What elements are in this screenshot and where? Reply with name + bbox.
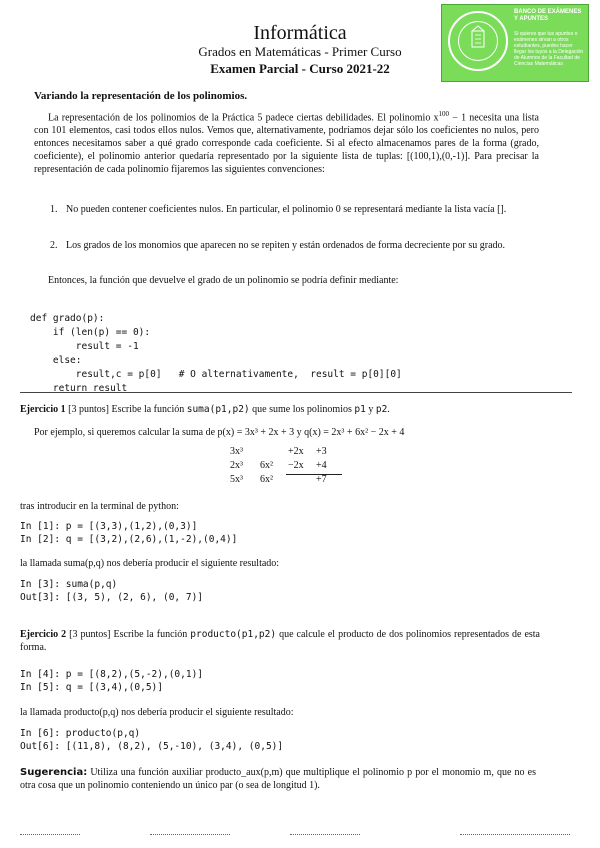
code-block-input-2	[20, 668, 203, 694]
var-p1: p1	[354, 404, 366, 415]
exercise-1-and: y	[365, 404, 376, 415]
list-item-1: No pueden contener coeficientes nulos. En particular, el polinomio 0 se representará mediante la lista vacía [].	[66, 204, 507, 215]
code-line: In [6]: producto(p,q)	[20, 728, 141, 739]
footer-mark	[150, 834, 230, 835]
footer-mark	[20, 834, 80, 835]
code-block-output-2	[20, 727, 283, 753]
code-line: result,c = p[0] # O alternativamente, result = p[0][0]	[30, 369, 402, 380]
sum-cell: +7	[316, 474, 327, 485]
code-block-grado	[30, 298, 402, 410]
exercise-2-text-b: que calcule el producto de dos polinomios representados de esta forma.	[20, 629, 540, 653]
code-block-output-1	[20, 578, 203, 604]
exam-title: Examen Parcial - Curso 2021-22	[210, 61, 390, 76]
delegation-stamp	[441, 4, 589, 82]
exercise-1-call: la llamada suma(p,q) nos debería producir el siguiente resultado:	[20, 558, 280, 569]
exercise-1-text: Escribe la función	[111, 404, 187, 415]
func-suma: suma(p1,p2)	[186, 404, 250, 415]
code-line: Out[3]: [(3, 5), (2, 6), (0, 7)]	[20, 592, 204, 603]
var-p2: p2	[375, 404, 388, 415]
code-line: if (len(p) == 0):	[30, 327, 151, 338]
sum-cell: +3	[316, 446, 327, 457]
course-subtitle: Grados en Matemáticas - Primer Curso	[198, 44, 402, 59]
list-item-2: Los grados de los monomios que aparecen no se repiten y están ordenados de forma decreciente por su grado.	[66, 240, 506, 251]
exercise-1-label: Ejercicio 1	[20, 404, 66, 415]
sum-cell: −2x	[288, 460, 304, 471]
footer-mark	[460, 834, 570, 835]
code-line: def grado(p):	[30, 313, 105, 324]
section-title: Variando la representación de los polinomios.	[34, 90, 248, 102]
exercise-1-statement	[20, 403, 560, 416]
exercise-1-dot: .	[387, 404, 390, 415]
sum-cell: 6x²	[260, 474, 273, 485]
stamp-title: BANCO DE EXÁMENES Y APUNTES	[514, 9, 582, 22]
code-line: return result	[30, 383, 128, 394]
sum-cell: 2x³	[230, 460, 243, 471]
footer-mark	[290, 834, 360, 835]
hint-label: Sugerencia:	[20, 767, 88, 778]
sum-cell: +4	[316, 460, 327, 471]
exercise-2-label: Ejercicio 2	[20, 629, 67, 640]
page-title: Informática	[253, 22, 347, 44]
code-line: Out[6]: [(11,8), (8,2), (5,-10), (3,4), (0,5)]	[20, 741, 284, 752]
exercise-2-statement	[20, 628, 540, 654]
intro-grade-sentence: Entonces, la función que devuelve el grado de un polinomio se podría definir mediante:	[48, 275, 399, 286]
sum-cell: 6x²	[260, 460, 273, 471]
exercise-1-example: Por ejemplo, si queremos calcular la suma de p(x) = 3x³ + 2x + 3 y q(x) = 2x³ + 6x² − 2x + 4	[34, 427, 405, 438]
code-line: In [2]: q = [(3,2),(2,6),(1,-2),(0,4)]	[20, 534, 238, 545]
exercise-1-after: tras introducir en la terminal de python:	[20, 501, 179, 512]
func-producto: producto(p1,p2)	[190, 629, 277, 640]
sum-cell: 5x³	[230, 474, 243, 485]
stamp-text: Si quieres que tus apuntes o exámenes sirvan a otros estudiantes, puedes hacer llegar los tuyos a la Delegación de Alumnos de la Facultad de Ciencias Matemáticas	[514, 31, 584, 67]
section-divider	[20, 392, 572, 393]
sum-table	[230, 446, 350, 488]
code-block-input-1	[20, 520, 237, 546]
intro-exponent: 100	[438, 110, 450, 118]
list-number-2: 2.	[50, 240, 58, 251]
exercise-2-call: la llamada producto(p,q) nos debería producir el siguiente resultado:	[20, 707, 294, 718]
exercise-2-text: Escribe la función	[113, 629, 191, 640]
hint-paragraph	[20, 766, 536, 792]
list-number-1: 1.	[50, 204, 58, 215]
code-line: result = -1	[30, 341, 139, 352]
sum-cell: 3x³	[230, 446, 243, 457]
seal-icon	[448, 11, 508, 71]
code-line: else:	[30, 355, 82, 366]
sum-cell: +2x	[288, 446, 304, 457]
code-line: In [3]: suma(p,q)	[20, 579, 118, 590]
code-line: In [4]: p = [(8,2),(5,-2),(0,1)]	[20, 669, 204, 680]
hint-text: Utiliza una función auxiliar producto_aux(p,m) que multiplique el polinomio p por el monomio m, que no es otra cosa que un polinomio conteniendo un único par (o sea de longitud 1).	[20, 767, 536, 791]
intro-text-a: La representación de los polinomios de la Práctica 5 padece ciertas debilidades. El polinomio x	[48, 112, 439, 124]
exercise-1-points: [3 puntos]	[68, 404, 109, 415]
intro-paragraph	[34, 108, 539, 176]
code-line: In [5]: q = [(3,4),(0,5)]	[20, 682, 163, 693]
exercise-2-points: [3 puntos]	[69, 629, 111, 640]
exercise-1-text-b: que sume los polinomios	[249, 404, 355, 415]
code-line: In [1]: p = [(3,3),(1,2),(0,3)]	[20, 521, 198, 532]
intro-text-b: − 1 necesita una lista con 101 elementos, casi todos ellos nulos. Vemos que, alternativamente, podríamos dejar sólo los coeficientes no nulos, pero entonces necesitamos saber a qué grado corresponde cada coeficiente. Si al efecto almacenamos pares de la forma (grado, coeficiente), el polinomio anterior quedaría representado por la siguiente lista de tuplas: [(100,1),(0,-1)]. Para precisar la representación de cada polinomio fijaremos las siguientes convenciones:	[34, 112, 539, 176]
